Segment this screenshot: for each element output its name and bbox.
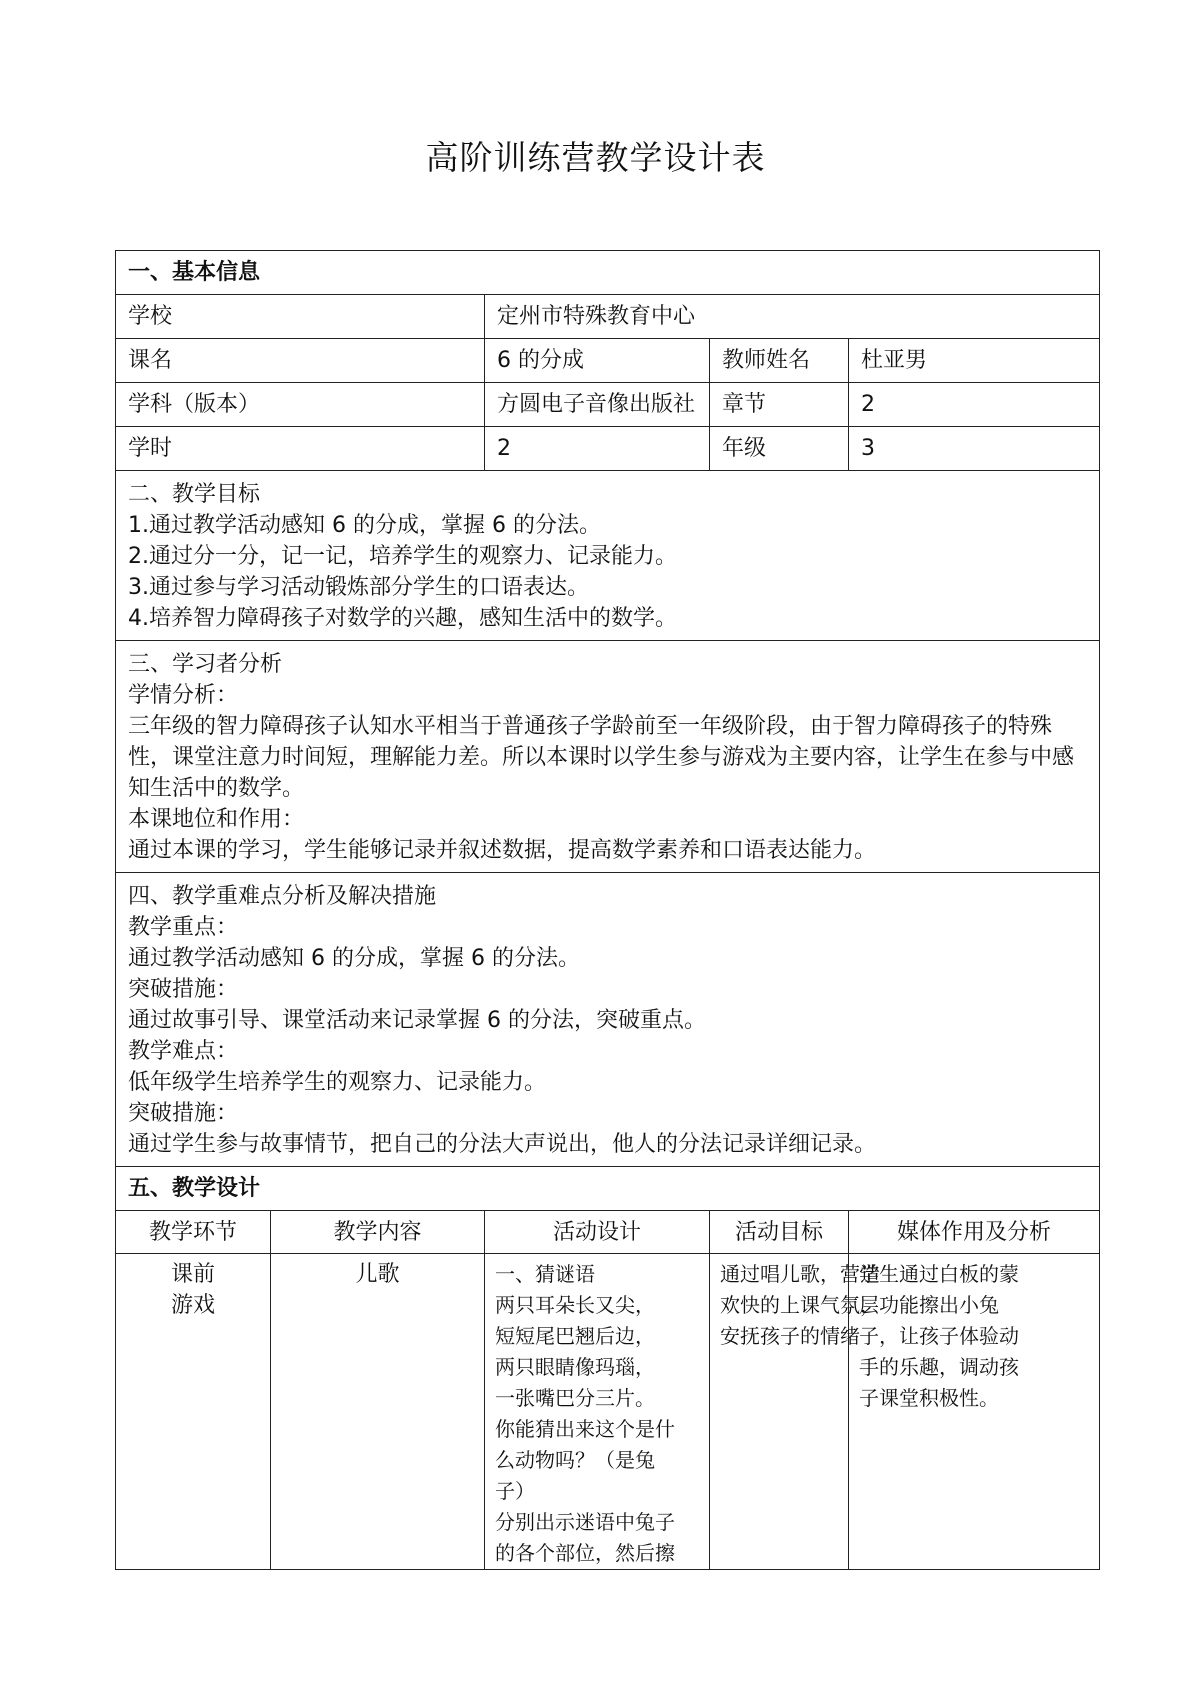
chapter-value: 2 — [849, 383, 1100, 427]
subject-label: 学科（版本） — [116, 383, 485, 427]
teacher-label: 教师姓名 — [710, 339, 849, 383]
page-title: 高阶训练营教学设计表 — [425, 138, 766, 177]
stage-cell: 课前 游戏 — [116, 1254, 271, 1570]
learner-text2: 通过本课的学习，学生能够记录并叙述数据，提高数学素养和口语表达能力。 — [128, 838, 877, 863]
content-cell: 儿歌 — [271, 1254, 485, 1570]
table-row — [116, 1254, 1100, 1570]
keypoint-line: 教学难点： — [128, 1039, 239, 1064]
learner-heading: 三、学习者分析 — [128, 652, 283, 677]
learner-text1: 三年级的智力障碍孩子认知水平相当于普通孩子学龄前至一年级阶段，由于智力障碍孩子的特殊性，课堂注意力时间短，理解能力差。所以本课时以学生参与游戏为主要内容，让学生在参与中感知生活中的数学。 — [128, 714, 1075, 801]
col-stage: 教学环节 — [116, 1211, 271, 1254]
keypoint-line: 通过学生参与故事情节，把自己的分法大声说出，他人的分法记录详细记录。 — [128, 1132, 877, 1157]
keypoint-line: 突破措施： — [128, 977, 239, 1002]
school-value: 定州市特殊教育中心 — [485, 295, 1100, 339]
learner-sub2: 本课地位和作用： — [128, 807, 305, 832]
section-basic-heading: 一、基本信息 — [116, 251, 1100, 295]
media-cell: 学生通过白板的蒙 层功能擦出小兔 子，让孩子体验动 手的乐趣，调动孩 子课堂积极性。 — [849, 1254, 1100, 1570]
course-row — [116, 339, 1100, 383]
keypoint-line: 低年级学生培养学生的观察力、记录能力。 — [128, 1070, 547, 1095]
grade-value: 3 — [849, 427, 1100, 471]
goal-cell: 通过唱儿歌，营造 欢快的上课气氛， 安抚孩子的情绪 — [710, 1254, 849, 1570]
subject-value: 方圆电子音像出版社 — [485, 383, 710, 427]
keypoints-heading: 四、教学重难点分析及解决措施 — [128, 884, 437, 909]
section-learner — [116, 641, 1100, 873]
section-goals — [116, 471, 1100, 641]
goal-item: 3.通过参与学习活动锻炼部分学生的口语表达。 — [128, 575, 589, 600]
section-design-heading: 五、教学设计 — [116, 1167, 1100, 1211]
school-label: 学校 — [116, 295, 485, 339]
activity-cell: 一、猜谜语 两只耳朵长又尖， 短短尾巴翘后边， 两只眼睛像玛瑙， 一张嘴巴分三片。 你能猜出来这个是什 么动物吗？（是兔 子） 分别出示迷语中兔子 的各个部位，然后擦 — [485, 1254, 710, 1570]
keypoint-line: 突破措施： — [128, 1101, 239, 1126]
design-table — [115, 250, 1100, 1570]
chapter-label: 章节 — [710, 383, 849, 427]
course-label: 课名 — [116, 339, 485, 383]
teacher-value: 杜亚男 — [849, 339, 1100, 383]
goal-item: 1.通过教学活动感知 6 的分成，掌握 6 的分法。 — [128, 513, 601, 538]
learner-sub1: 学情分析： — [128, 683, 239, 708]
keypoint-line: 通过教学活动感知 6 的分成，掌握 6 的分法。 — [128, 946, 580, 971]
grade-label: 年级 — [710, 427, 849, 471]
course-value: 6 的分成 — [485, 339, 710, 383]
col-media: 媒体作用及分析 — [849, 1211, 1100, 1254]
hours-value: 2 — [485, 427, 710, 471]
hours-label: 学时 — [116, 427, 485, 471]
col-goal: 活动目标 — [710, 1211, 849, 1254]
goal-item: 2.通过分一分，记一记，培养学生的观察力、记录能力。 — [128, 544, 677, 569]
section-keypoints — [116, 873, 1100, 1167]
keypoint-line: 通过故事引导、课堂活动来记录掌握 6 的分法，突破重点。 — [128, 1008, 706, 1033]
goal-item: 4.培养智力障碍孩子对数学的兴趣，感知生活中的数学。 — [128, 606, 677, 631]
keypoint-line: 教学重点： — [128, 915, 239, 940]
goals-heading: 二、教学目标 — [128, 482, 261, 507]
col-activity: 活动设计 — [485, 1211, 710, 1254]
col-content: 教学内容 — [271, 1211, 485, 1254]
